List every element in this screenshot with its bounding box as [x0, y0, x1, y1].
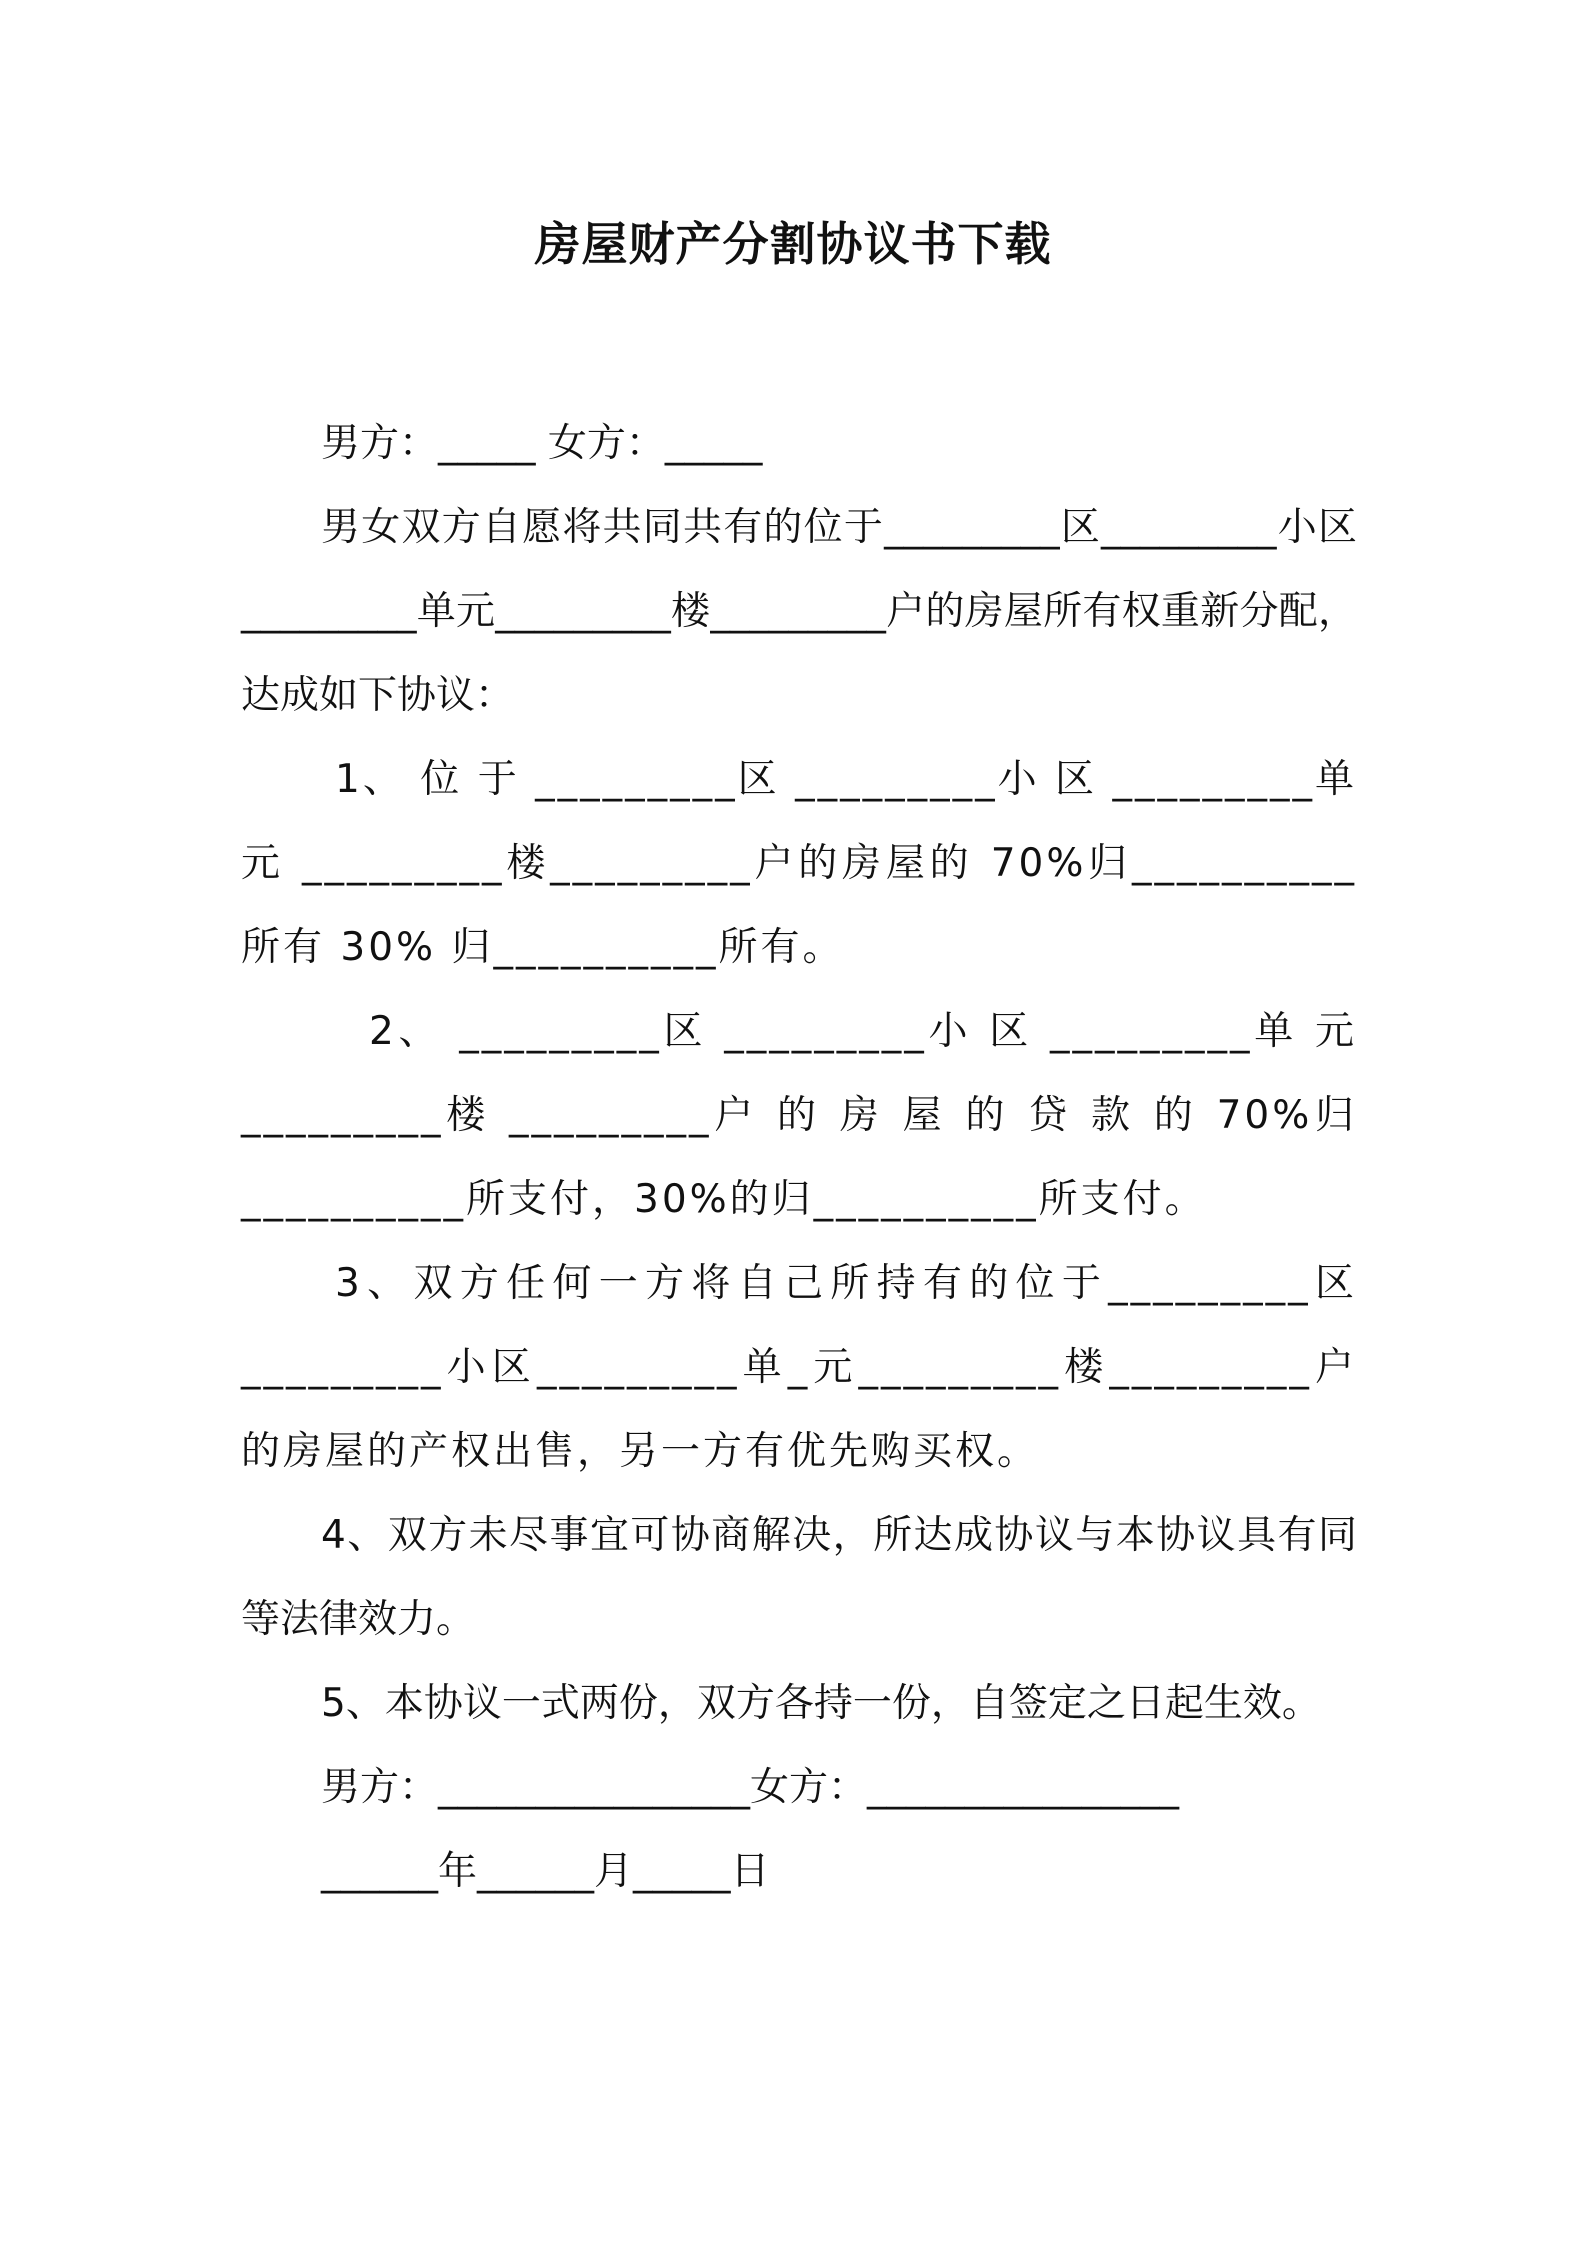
clause-3: 3、双方任何一方将自己所持有的位于_________区 _________小区_________单_元_________楼_________户 的房屋的产权出售，另一方有优先购买权。	[241, 1261, 1357, 1474]
date-line: ______年______月_____日	[321, 1849, 770, 1894]
document-title: 房屋财产分割协议书下载	[534, 217, 1052, 271]
signature-line: 男方：________________女方：________________	[321, 1765, 1180, 1810]
clause-5: 5、本协议一式两份，双方各持一份，自签定之日起生效。	[321, 1681, 1321, 1726]
parties-line: 男方：_____ 女方：_____	[321, 421, 763, 466]
document-body	[241, 402, 1357, 1914]
intro-paragraph: 男女双方自愿将共同共有的位于_________区_________小区_________单元_________楼_________户的房屋所有权重新分配，达成如下协议：	[241, 505, 1357, 718]
clause-2: 2、 _________区 _________小 区 _________单 元 _________楼 _________户 的 房 屋 的 贷 款 的 70%归 __________所支付，30%的归__________所支付。	[241, 1009, 1357, 1222]
clause-1: 1、 位 于 _________区 _________小 区 _________单 元 _________楼_________户的房屋的 70%归__________所有 30% 归__________所有。	[241, 757, 1357, 970]
clause-4: 4、双方未尽事宜可协商解决，所达成协议与本协议具有同等法律效力。	[241, 1513, 1357, 1642]
